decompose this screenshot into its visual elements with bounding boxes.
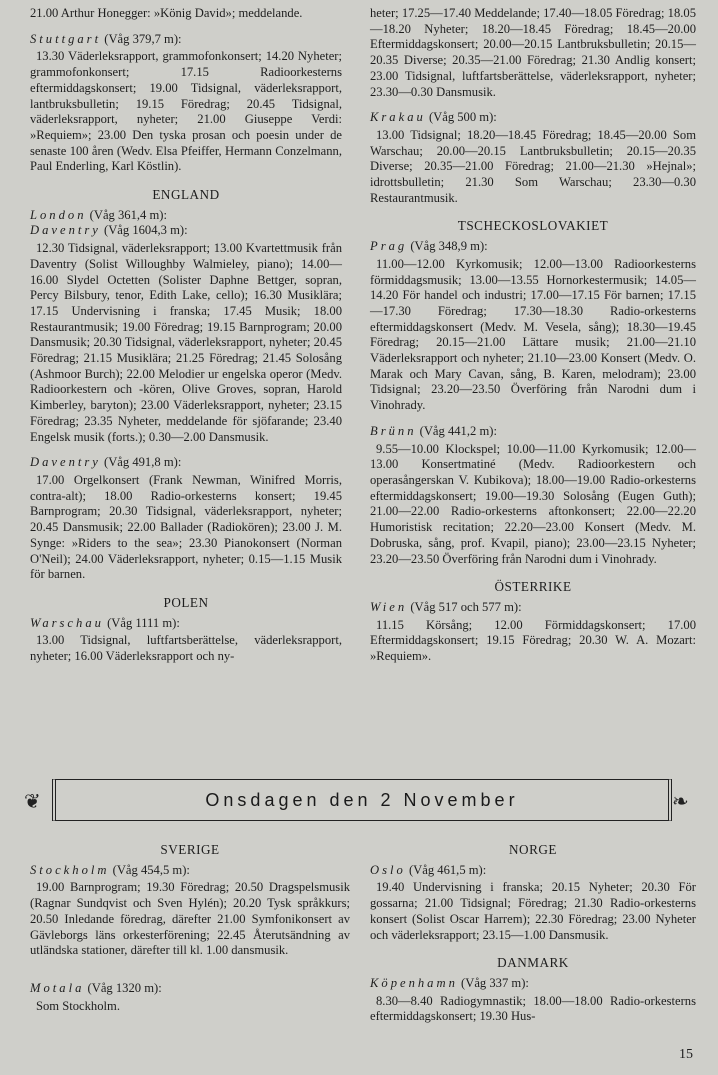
- program-text: Som Stockholm.: [36, 998, 120, 1013]
- station-header-london: London (Våg 361,4 m):: [30, 207, 167, 222]
- banner-frame: [52, 779, 672, 821]
- program-text: 11.15 Körsång; 12.00 Förmiddagskonsert; 17.00 Eftermiddagskonsert; 19.15 Föredrag; 20.30 W. A. Mozart: »Requiem».: [370, 617, 696, 664]
- program-text: 12.30 Tidsignal, väderleksrapport; 13.00 Kvartettmusik från Daventry (Solist Willoughby Walmieley, piano); 14.00—16.00 Slydel Octetten (Solister Daphne Bettger, sopran, Percy Bilsbury, tenor, Edith Lake, cello); 16.30 Musiklära; 17.15 Undervisning i franska; 17.45 Musik; 18.00 Restaurantmusik; 19.00 Föredrag; 19.15 Barnprogram; 20.00 Dansmusik; 20.30 Tidsignal, väderleksrapport, nyheter; 20.45 Föredrag; 21.15 Musiklära; 21.25 Föredrag; 21.45 Solosång (Ashmoor Burch); 22.00 Melodier ur engelska operor (Medv. Radioorkestern och -kören, Olive Groves, sopran, Harold Kimberley, baryton); 23.00 Väderleksrapport, nyheter; 23.15 Föredrag; 23.35 Nyheter, meddelande för sjöfarande; 23.40 Engelsk musik (forts.); 0.30—2.00 Dansmusik.: [30, 241, 342, 444]
- program-text: 19.40 Undervisning i franska; 20.15 Nyheter; 20.30 För gossarna; 21.00 Tidsignal; Föredrag; 21.30 Radio-orkesterns konsert (Solist Oscar Harrem); 22.30 Föredrag; 23.00 Nyheter och väderleksrapport; 23.15—1.00 Dansmusik.: [370, 880, 696, 942]
- program-text: 13.30 Väderleksrapport, grammofonkonsert; 14.20 Nyheter; grammofonkonsert; 17.15 Radioorkesterns eftermiddagskonsert; 19.00 Tidsignal, väderleksrapport, lantbruksbulletin; 19.15 Föredrag; 20.45 Tidsignal, väderleksrapport, nyheter; 21.00 Giuseppe Verdi: »Requiem»; 23.00 Den tyska prosan och poesin under de senaste 100 åren (Wedv. Elsa Pfeiffer, Hermann Conzelmann, Paul Enderling, Karl Köstlin).: [30, 49, 342, 174]
- station-header-wien: Wien (Våg 517 och 577 m):: [370, 599, 522, 614]
- fleuron-right-icon: ❧: [672, 791, 689, 813]
- station-header-krakau: Krakau (Våg 500 m):: [370, 110, 497, 125]
- station-header-oslo: Oslo (Våg 461,5 m):: [370, 862, 487, 877]
- fleuron-left-icon: ❦: [24, 791, 41, 813]
- country-heading-norge: NORGE: [509, 842, 557, 857]
- program-text: 13.00 Tidsignal; 18.20—18.45 Föredrag; 18.45—20.00 Som Warschau; 20.00—20.15 Lantbruksbulletin; 20.15—20.35 Diverse; 20.35—21.00 Föredrag; 21.00—21.30 »Hejnal»; idrottsbulletin; 21.30 Som Warschau; 23.30—0.30 Restaurantmusik.: [370, 127, 696, 205]
- right-column: [370, 6, 696, 665]
- left-column: [30, 6, 342, 665]
- program-text: 9.55—10.00 Klockspel; 10.00—11.00 Kyrkomusik; 12.00—13.00 Konsertmatiné (Medv. Radioorkestern och operasångerskan V. Kubikova); 18.00—19.00 Radio-orkesterns eftermiddagskonsert; 19.00—19.30 Solosång (Eugen Guth); 21.00—22.00 Radio-orkesterns aftonkonsert; 22.00—22.20 Humoristisk recitation; 22.20—23.00 Konsert (Medv. M. Dobruska, sång, prof. Kvapil, piano); 23.00—23.15 Nyheter; 23.20—23.50 Överföring från Narodni dum i Vinohrady.: [370, 441, 696, 566]
- station-header-brunn: Brünn (Våg 441,2 m):: [370, 423, 497, 438]
- station-header-warschau: Warschau (Våg 1111 m):: [30, 615, 180, 630]
- day-banner: [24, 775, 700, 827]
- station-header-stockholm: Stockholm (Våg 454,5 m):: [30, 862, 190, 877]
- program-text: heter; 17.25—17.40 Meddelande; 17.40—18.05 Föredrag; 18.05—18.20 Nyheter; 18.20—18.45 Föredrag; 18.45—20.00 Eftermiddagskonsert; 20.00—20.15 Lantbruksbulletin; 20.15—20.35 Diverse; 20.35—21.00 Föredrag; 21.30 Andlig konsert; 23.00 Tidsignal, luftfartsberättelse, väderleksrapport, nyheter; 23.30—0.30 Dansmusik.: [370, 6, 696, 99]
- station-header-daventry: Daventry (Våg 1604,3 m):: [30, 223, 188, 238]
- station-header-motala: Motala (Våg 1320 m):: [30, 980, 162, 995]
- day-title: Onsdagen den 2 November: [205, 789, 519, 810]
- country-heading-england: ENGLAND: [152, 187, 220, 203]
- program-text: 13.00 Tidsignal, luftfartsberättelse, väderleksrapport, nyheter; 16.00 Väderleksrapport och ny-: [30, 633, 342, 664]
- station-header-stuttgart: Stuttgart (Våg 379,7 m):: [30, 31, 182, 46]
- bottom-right-column: [370, 842, 696, 1025]
- country-heading-sverige: SVERIGE: [160, 842, 220, 857]
- station-header-kopenhamn: Köpenhamn (Våg 337 m):: [370, 975, 529, 990]
- country-heading-polen: POLEN: [163, 594, 209, 610]
- bottom-left-column: [30, 842, 350, 1014]
- country-heading-tjeckoslovakiet: TSCHECKOSLOVAKIET: [457, 218, 609, 234]
- program-text: 19.00 Barnprogram; 19.30 Föredrag; 20.50 Dragspelsmusik (Ragnar Sundqvist och Sven Hylén); 20.20 Tysk språkkurs; 20.50 Inledande föredrag, därefter 21.00 Symfonikonsert av Gävleborgs läns orkesterförening; 22.45 Återutsändning av utländska stationer, därefter till kl. 1.00 dansmusik.: [30, 880, 350, 958]
- program-text: 17.00 Orgelkonsert (Frank Newman, Winifred Morris, contra-alt); 18.00 Radio-orkesterns konsert; 19.45 Barnprogram; 20.30 Tidsignal, väderleksrapport, nyheter; 20.45 Dansmusik; 22.00 Ballader (Radiokören); 23.00 J. M. Synge: »Riders to the sea»; 23.30 Pianokonsert (Norman O'Neil); 24.00 Väderleksrapport, nyheter; 0.15—1.15 Musik för barnen.: [30, 472, 342, 582]
- country-heading-osterrike: ÖSTERRIKE: [494, 579, 572, 595]
- program-text: 8.30—8.40 Radiogymnastik; 18.00—18.00 Radio-orkesterns eftermiddagskonsert; 19.30 Hus-: [370, 993, 696, 1024]
- program-text: 21.00 Arthur Honegger: »König David»; meddelande.: [30, 6, 303, 20]
- program-text: 11.00—12.00 Kyrkomusik; 12.00—13.00 Radioorkesterns förmiddagsmusik; 13.00—13.55 Hornorkestermusik; 14.05—14.20 För handel och industri; 17.00—17.15 För barnen; 17.15—17.30 Föredrag; 17.30—18.30 Radio-orkesterns eftermiddagskonsert (Medv. M. Vesela, sång); 18.30—19.45 Föredrag; 20.15—21.00 Lättare musik; 21.00—21.10 Väderleksrapport och nyheter; 21.10—23.00 Konsert (Medv. O. Marak och Mary Cavan, sång, B. Karen, melodram); 23.00 Tidsignal; 23.20—23.50 Överföring från Narodni dum i Vinohrady.: [370, 256, 696, 413]
- page-number: 15: [679, 1047, 693, 1062]
- station-header-daventry-2: Daventry (Våg 491,8 m):: [30, 455, 182, 470]
- station-header-prag: Prag (Våg 348,9 m):: [370, 239, 488, 254]
- country-heading-danmark: DANMARK: [497, 955, 569, 971]
